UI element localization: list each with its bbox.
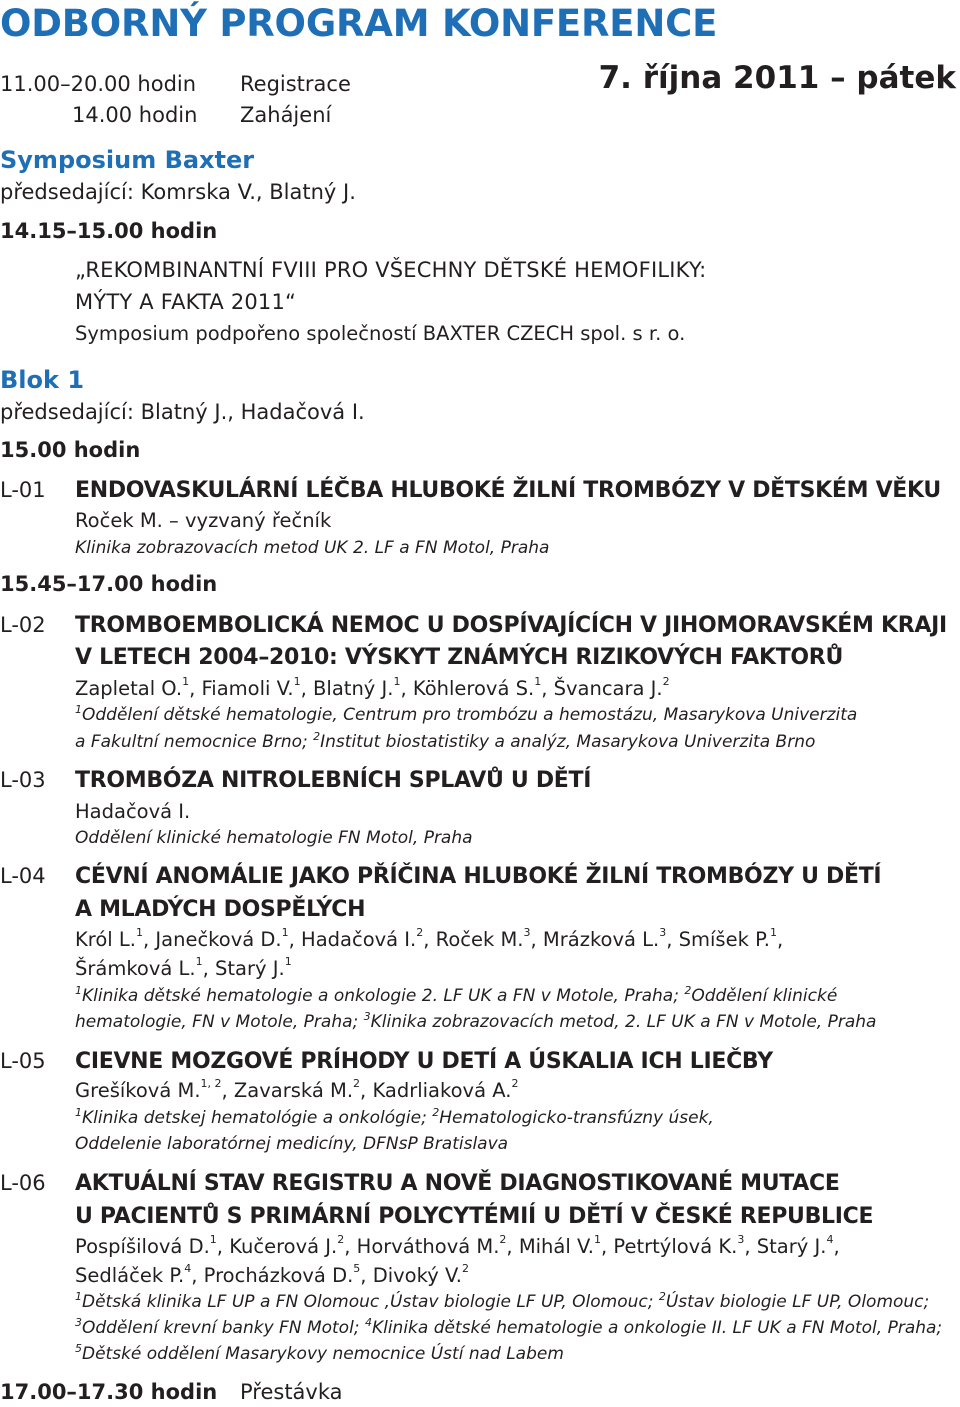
registration-label: Registrace xyxy=(240,72,351,96)
affiliation-text: Oddělení dětské hematologie, Centrum pro trombózu a hemostázu, Masarykova Univerzita xyxy=(82,705,858,725)
affiliation-mark: 2 xyxy=(461,1262,469,1275)
chair-names: Komrska V., Blatný J. xyxy=(140,180,356,204)
block-time-1: 15.00 hodin xyxy=(0,438,141,462)
lecture-title: U PACIENTŮ S PRIMÁRNÍ POLYCYTÉMIÍ U DĚTÍ V ČESKÉ REPUBLICE xyxy=(75,1204,874,1229)
affiliation-mark: 2 xyxy=(337,1233,345,1246)
affiliation-text: hematologie, FN v Motole, Praha; xyxy=(75,1012,364,1032)
affiliation-mark: 1 xyxy=(281,926,289,939)
lecture-affiliation: Klinika zobrazovacích metod UK 2. LF a FN Motol, Praha xyxy=(75,538,550,558)
affiliation-mark: 1 xyxy=(75,1106,82,1119)
separator: , xyxy=(216,1235,230,1258)
affiliation-mark: 2 xyxy=(511,1077,519,1090)
affiliation-text: Dětské oddělení Masarykovy nemocnice Ústí nad Labem xyxy=(82,1344,564,1364)
lecture-affiliation xyxy=(75,986,837,1006)
affiliation-mark: 3 xyxy=(737,1233,745,1246)
lecture-affiliation: Oddělení klinické hematologie FN Motol, Praha xyxy=(75,828,473,848)
lecture-authors xyxy=(75,928,783,951)
block-chair xyxy=(0,400,365,424)
lecture-title: V LETECH 2004–2010: VÝSKYT ZNÁMÝCH RIZIKOVÝCH FAKTORŮ xyxy=(75,645,844,670)
author-name: Starý J. xyxy=(215,957,285,980)
lecture-authors xyxy=(75,677,670,700)
lecture-affiliation xyxy=(75,1012,876,1032)
lecture-code: L-06 xyxy=(0,1171,46,1195)
block-title: Blok 1 xyxy=(0,366,85,394)
lecture-code: L-03 xyxy=(0,768,46,792)
affiliation-mark: 1 xyxy=(770,926,777,939)
separator: , xyxy=(360,1264,373,1287)
symposium-talk-title-2: MÝTY A FAKTA 2011“ xyxy=(75,290,297,314)
separator: , xyxy=(344,1235,357,1258)
lecture-title: TROMBÓZA NITROLEBNÍCH SPLAVŮ U DĚTÍ xyxy=(75,768,592,793)
lecture-title: CIEVNE MOZGOVÉ PRÍHODY U DETÍ A ÚSKALIA ICH LIEČBY xyxy=(75,1049,773,1074)
lecture-authors xyxy=(75,1264,469,1287)
author-name: Roček M. xyxy=(435,928,524,951)
separator: , xyxy=(221,1079,234,1102)
separator: , xyxy=(288,928,302,951)
author-name: Starý J. xyxy=(756,1235,827,1258)
affiliation-mark: 2 xyxy=(684,984,692,997)
separator: , xyxy=(202,957,216,980)
author-name: Grešíková M. xyxy=(75,1079,201,1102)
separator: , xyxy=(400,677,413,700)
lecture-title: TROMBOEMBOLICKÁ NEMOC U DOSPÍVAJÍCÍCH V JIHOMORAVSKÉM KRAJI xyxy=(75,613,947,638)
opening-label: Zahájení xyxy=(240,103,332,127)
symposium-time: 14.15–15.00 hodin xyxy=(0,219,218,243)
author-name: Fiamoli V. xyxy=(201,677,294,700)
lecture-affiliation xyxy=(75,732,815,752)
author-name: Kučerová J. xyxy=(229,1235,338,1258)
author-name: Smíšek P. xyxy=(678,928,770,951)
affiliation-mark: 4 xyxy=(826,1233,834,1246)
separator: , xyxy=(666,928,679,951)
lecture-affiliation xyxy=(75,1134,508,1154)
separator: , xyxy=(601,1235,614,1258)
affiliation-mark: 2 xyxy=(658,1290,666,1303)
registration-time: 11.00–20.00 hodin xyxy=(0,72,197,96)
conference-date: 7. října 2011 – pátek xyxy=(598,60,956,96)
affiliation-mark: 1 xyxy=(75,703,82,716)
lecture-code: L-02 xyxy=(0,613,46,637)
affiliation-mark: 1 xyxy=(284,955,292,968)
lecture-affiliation xyxy=(75,1344,564,1364)
lecture-authors: Roček M. – vyzvaný řečník xyxy=(75,509,332,532)
lecture-title: ENDOVASKULÁRNÍ LÉČBA HLUBOKÉ ŽILNÍ TROMBÓZY V DĚTSKÉM VĚKU xyxy=(75,478,941,503)
affiliation-mark: 1 xyxy=(75,984,82,997)
separator: , xyxy=(300,677,314,700)
author-name: Köhlerová S. xyxy=(412,677,535,700)
affiliation-text: Klinika dětské hematologie a onkologie II. LF UK a FN Motol, Praha; xyxy=(371,1318,943,1338)
affiliation-text: Institut biostatistiky a analýz, Masarykova Univerzita Brno xyxy=(320,732,816,752)
lecture-code: L-05 xyxy=(0,1049,46,1073)
affiliation-mark: 1 xyxy=(534,675,542,688)
separator: , xyxy=(191,1264,204,1287)
author-name: Król L. xyxy=(75,928,136,951)
lecture-code: L-01 xyxy=(0,478,46,502)
affiliation-mark: 5 xyxy=(353,1262,361,1275)
lecture-title: CÉVNÍ ANOMÁLIE JAKO PŘÍČINA HLUBOKÉ ŽILNÍ TROMBÓZY U DĚTÍ xyxy=(75,864,882,889)
lecture-affiliation xyxy=(75,1318,942,1338)
affiliation-mark: 2 xyxy=(416,926,424,939)
chair-label: předsedající: xyxy=(0,180,134,204)
affiliation-mark: 5 xyxy=(75,1342,82,1355)
lecture-affiliation xyxy=(75,1292,929,1312)
symposium-talk-title-1: „REKOMBINANTNÍ FVIII PRO VŠECHNY DĚTSKÉ HEMOFILIKY: xyxy=(75,258,707,282)
affiliation-text: Klinika detskej hematológie a onkológie; xyxy=(82,1108,433,1128)
affiliation-mark: 1 xyxy=(195,955,203,968)
affiliation-mark: 1 xyxy=(75,1290,82,1303)
affiliation-text: Dětská klinika LF UP a FN Olomouc ,Ústav biologie LF UP, Olomouc; xyxy=(82,1292,659,1312)
symposium-title: Symposium Baxter xyxy=(0,146,255,174)
affiliation-text: Hematologicko-transfúzny úsek, xyxy=(439,1108,714,1128)
symposium-sponsor-note: Symposium podpořeno společností BAXTER CZECH spol. s r. o. xyxy=(75,322,686,345)
separator: , xyxy=(423,928,436,951)
affiliation-mark: 1 xyxy=(209,1233,217,1246)
author-name: Divoký V. xyxy=(372,1264,462,1287)
author-name: Mihál V. xyxy=(518,1235,595,1258)
block-time-2: 15.45–17.00 hodin xyxy=(0,572,218,596)
separator: , xyxy=(744,1235,757,1258)
affiliation-mark: 3 xyxy=(363,1010,371,1023)
lecture-title: AKTUÁLNÍ STAV REGISTRU A NOVĚ DIAGNOSTIKOVANÉ MUTACE xyxy=(75,1171,840,1196)
opening-time: 14.00 hodin xyxy=(72,103,198,127)
lecture-title: A MLADÝCH DOSPĚLÝCH xyxy=(75,897,366,922)
affiliation-mark: 4 xyxy=(364,1316,372,1329)
symposium-chair xyxy=(0,180,356,204)
page-title: ODBORNÝ PROGRAM KONFERENCE xyxy=(0,2,718,45)
lecture-affiliation xyxy=(75,1108,714,1128)
separator: , xyxy=(777,928,784,951)
separator: , xyxy=(833,1235,840,1258)
affiliation-mark: 1 xyxy=(393,675,401,688)
affiliation-mark: 2 xyxy=(353,1077,361,1090)
separator: , xyxy=(506,1235,519,1258)
affiliation-text: a Fakultní nemocnice Brno; xyxy=(75,732,314,752)
break-time: 17.00–17.30 hodin xyxy=(0,1380,218,1404)
lecture-affiliation xyxy=(75,705,857,725)
separator: , xyxy=(360,1079,373,1102)
author-name: Procházková D. xyxy=(203,1264,354,1287)
affiliation-mark: 2 xyxy=(499,1233,507,1246)
affiliation-mark: 1 xyxy=(136,926,143,939)
affiliation-mark: 1 xyxy=(293,675,301,688)
affiliation-text: Oddělení krevní banky FN Motol; xyxy=(82,1318,365,1338)
lecture-authors xyxy=(75,1235,840,1258)
author-name: Janečková D. xyxy=(155,928,282,951)
author-name: Šrámková L. xyxy=(75,957,196,980)
affiliation-mark: 3 xyxy=(75,1316,82,1329)
lecture-code: L-04 xyxy=(0,864,46,888)
affiliation-mark: 2 xyxy=(432,1106,440,1119)
affiliation-mark: 3 xyxy=(659,926,667,939)
author-name: Blatný J. xyxy=(313,677,394,700)
author-name: Pospíšilová D. xyxy=(75,1235,210,1258)
author-name: Sedláček P. xyxy=(75,1264,185,1287)
separator: , xyxy=(189,677,202,700)
chair-label: předsedající: xyxy=(0,400,134,424)
separator: , xyxy=(143,928,156,951)
author-name: Hadačová I. xyxy=(301,928,417,951)
lecture-authors xyxy=(75,957,292,980)
affiliation-text: Klinika zobrazovacích metod, 2. LF UK a FN v Motole, Praha xyxy=(370,1012,877,1032)
author-name: Horváthová M. xyxy=(356,1235,500,1258)
author-name: Zavarská M. xyxy=(233,1079,354,1102)
affiliation-mark: 1 xyxy=(182,675,190,688)
separator: , xyxy=(530,928,543,951)
chair-names: Blatný J., Hadačová I. xyxy=(140,400,365,424)
break-label: Přestávka xyxy=(240,1380,343,1404)
author-name: Mrázková L. xyxy=(542,928,660,951)
lecture-authors: Hadačová I. xyxy=(75,800,191,823)
affiliation-text: Klinika dětské hematologie a onkologie 2. LF UK a FN v Motole, Praha; xyxy=(82,986,685,1006)
author-name: Kadrliaková A. xyxy=(372,1079,512,1102)
affiliation-mark: 3 xyxy=(523,926,531,939)
author-name: Švancara J. xyxy=(553,677,663,700)
affiliation-mark: 2 xyxy=(662,675,670,688)
affiliation-mark: 2 xyxy=(313,730,321,743)
affiliation-text: Oddělení klinické xyxy=(691,986,838,1006)
affiliation-text: Oddelenie laboratórnej medicíny, DFNsP Bratislava xyxy=(75,1134,509,1154)
lecture-authors xyxy=(75,1079,518,1102)
separator: , xyxy=(541,677,554,700)
affiliation-mark: 1, 2 xyxy=(200,1077,222,1090)
affiliation-mark: 4 xyxy=(184,1262,192,1275)
affiliation-mark: 1 xyxy=(594,1233,602,1246)
author-name: Zapletal O. xyxy=(75,677,183,700)
affiliation-text: Ústav biologie LF UP, Olomouc; xyxy=(665,1292,930,1312)
author-name: Petrtýlová K. xyxy=(613,1235,738,1258)
